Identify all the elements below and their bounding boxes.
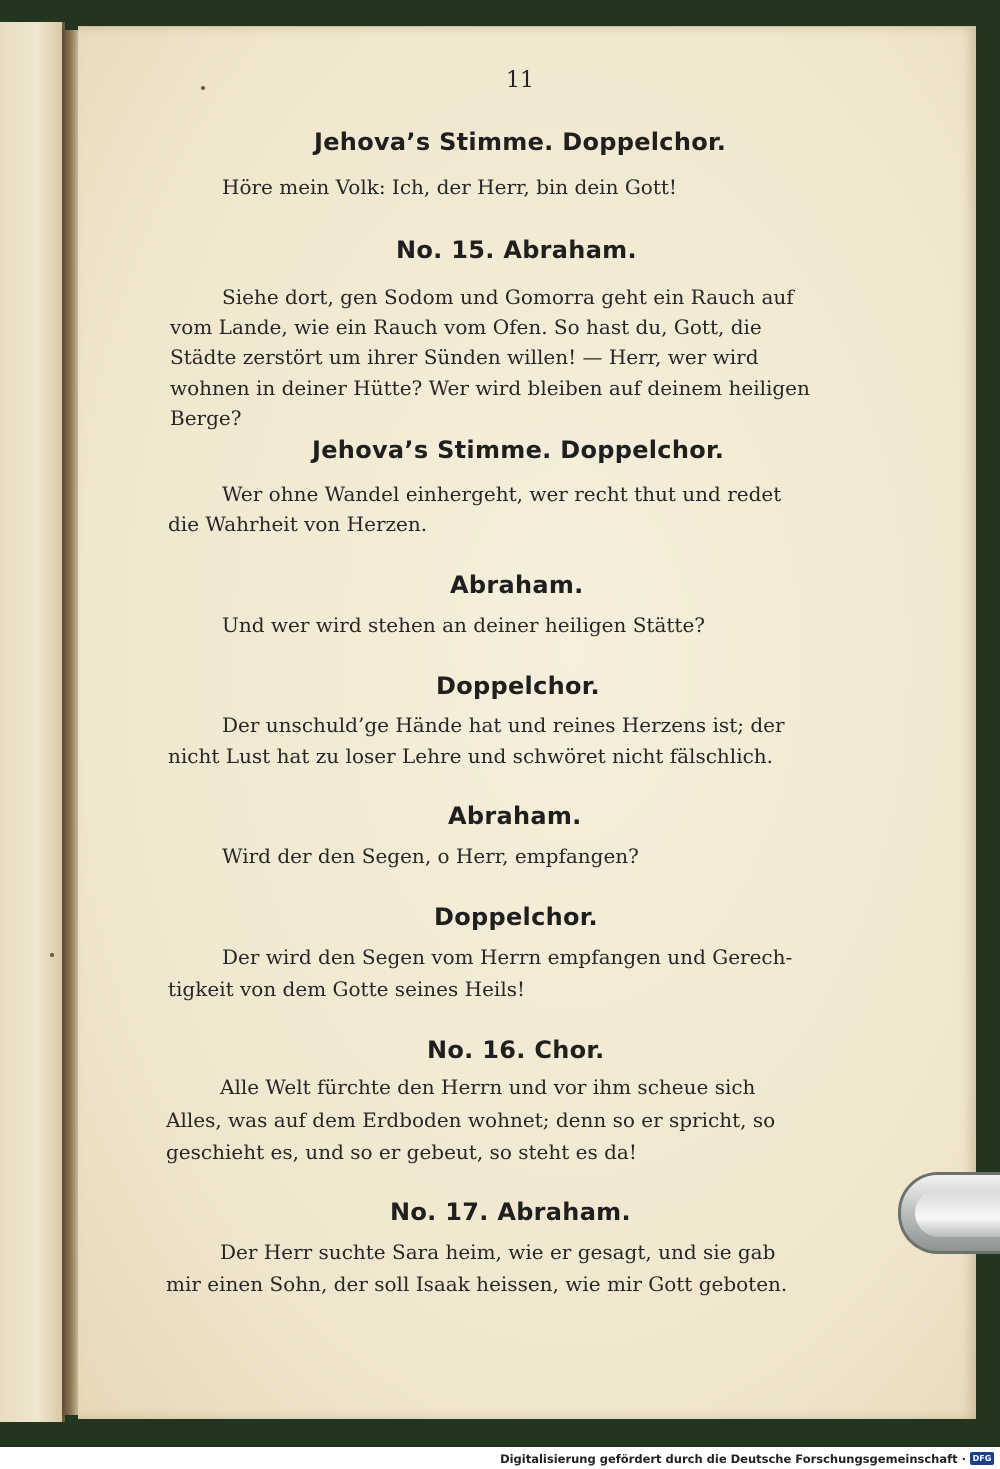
section-heading: No. 16. Chor.	[427, 1036, 605, 1064]
text-line: Der Herr suchte Sara heim, wie er gesagt, und sie gab	[220, 1240, 776, 1264]
section-heading: Abraham.	[448, 802, 582, 830]
text-line: die Wahrheit von Herzen.	[168, 512, 428, 536]
text-line: Siehe dort, gen Sodom und Gomorra geht ein Rauch auf	[222, 285, 794, 309]
text-line: wohnen in deiner Hütte? Wer wird bleiben auf deinem heiligen	[170, 376, 810, 400]
section-heading: Jehova’s Stimme. Doppelchor.	[312, 436, 725, 464]
section-heading: Doppelchor.	[436, 672, 600, 700]
text-line: Und wer wird stehen an deiner heiligen Stätte?	[222, 613, 706, 637]
text-line: nicht Lust hat zu loser Lehre und schwöret nicht fälschlich.	[168, 744, 774, 768]
text-line: Alle Welt fürchte den Herrn und vor ihm scheue sich	[220, 1075, 756, 1099]
text-line: Wird der den Segen, o Herr, empfangen?	[222, 844, 639, 868]
metal-page-clip	[898, 1172, 1000, 1254]
footer-credit: Digitalisierung gefördert durch die Deutsche Forschungsgemeinschaft ·	[500, 1452, 966, 1466]
section-heading: No. 17. Abraham.	[390, 1198, 631, 1226]
page-number: 11	[506, 68, 534, 93]
section-heading: Abraham.	[450, 571, 584, 599]
text-line: Der unschuld’ge Hände hat und reines Herzens ist; der	[222, 713, 785, 737]
footer-strip	[0, 1447, 1000, 1469]
left-page-edge	[0, 22, 65, 1422]
section-heading: No. 15. Abraham.	[396, 236, 637, 264]
text-line: geschieht es, und so er gebeut, so steht es da!	[166, 1140, 637, 1164]
dfg-logo: DFG	[970, 1452, 994, 1465]
text-line: mir einen Sohn, der soll Isaak heissen, wie mir Gott geboten.	[166, 1272, 788, 1296]
text-line: Städte zerstört um ihrer Sünden willen! — Herr, wer wird	[170, 345, 759, 369]
text-line: Höre mein Volk: Ich, der Herr, bin dein Gott!	[222, 175, 677, 199]
section-heading: Jehova’s Stimme. Doppelchor.	[314, 128, 727, 156]
speck	[201, 86, 205, 90]
text-line: Der wird den Segen vom Herrn empfangen und Gerech-	[222, 945, 793, 969]
speck	[50, 953, 54, 957]
text-line: tigkeit von dem Gotte seines Heils!	[168, 977, 526, 1001]
metal-page-clip-highlight	[915, 1189, 1000, 1237]
text-line: Wer ohne Wandel einhergeht, wer recht thut und redet	[222, 482, 782, 506]
text-line: Alles, was auf dem Erdboden wohnet; denn so er spricht, so	[166, 1108, 776, 1132]
section-heading: Doppelchor.	[434, 903, 598, 931]
text-line: Berge?	[170, 406, 242, 430]
text-line: vom Lande, wie ein Rauch vom Ofen. So hast du, Gott, die	[170, 315, 762, 339]
